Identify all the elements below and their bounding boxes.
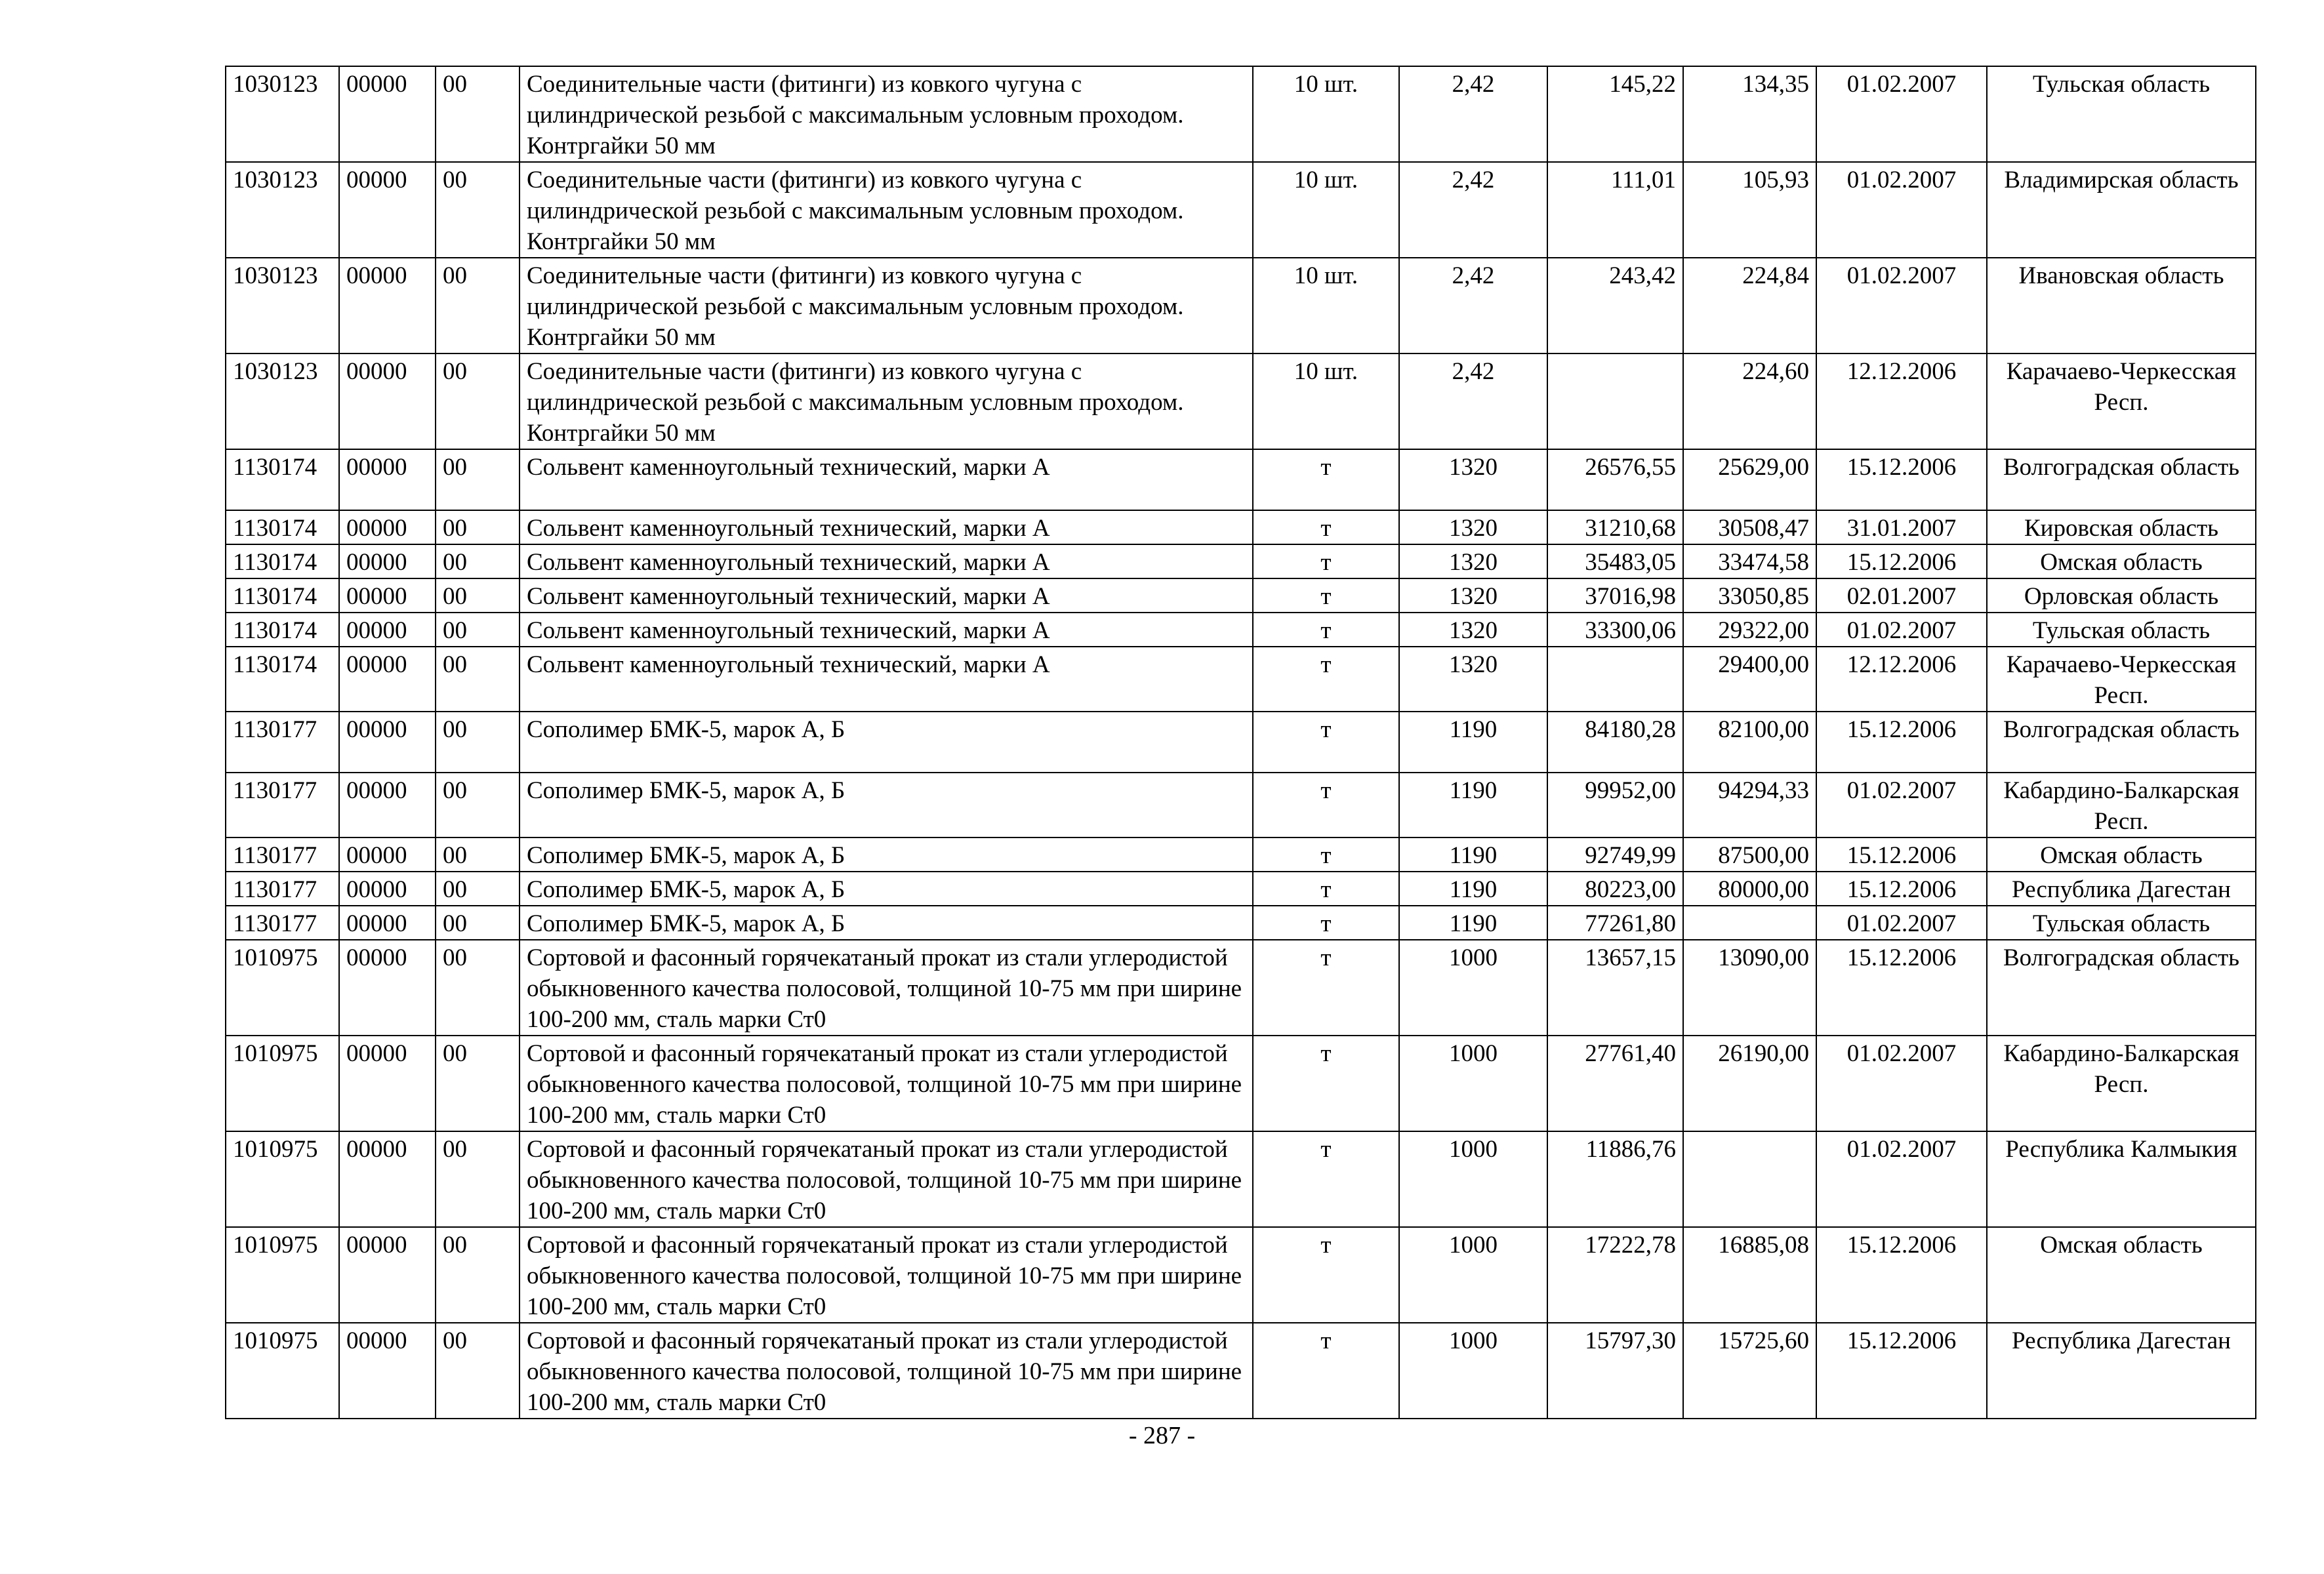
region-cell: Волгоградская область [1987, 712, 2256, 773]
region-cell: Орловская область [1987, 578, 2256, 613]
date-cell: 15.12.2006 [1816, 1323, 1987, 1419]
product-name-cell: Сортовой и фасонный горячекатаный прокат из стали углеродистой обыкновенного качества полосовой, толщиной 10-75 мм при ширине 100-200 мм, сталь марки Ст0 [520, 1227, 1253, 1323]
date-cell: 15.12.2006 [1816, 872, 1987, 906]
product-code-cell: 1010975 [226, 1227, 339, 1323]
suffix-cell: 00 [436, 712, 520, 773]
price-without-vat-cell: 30508,47 [1683, 510, 1816, 544]
unit-cell: 10 шт. [1253, 353, 1399, 449]
price-with-vat-cell: 37016,98 [1547, 578, 1683, 613]
region-cell: Кировская область [1987, 510, 2256, 544]
price-with-vat-cell [1547, 353, 1683, 449]
date-cell: 01.02.2007 [1816, 1036, 1987, 1131]
price-with-vat-cell: 99952,00 [1547, 773, 1683, 837]
price-without-vat-cell: 80000,00 [1683, 872, 1816, 906]
table-row [226, 510, 2256, 544]
suffix-cell: 00 [436, 647, 520, 712]
product-code-cell: 1130174 [226, 613, 339, 647]
table-row [226, 258, 2256, 353]
price-without-vat-cell: 26190,00 [1683, 1036, 1816, 1131]
unit-code-cell: 1000 [1399, 1323, 1547, 1419]
price-without-vat-cell: 105,93 [1683, 162, 1816, 258]
price-with-vat-cell: 33300,06 [1547, 613, 1683, 647]
product-code-cell: 1010975 [226, 1036, 339, 1131]
subcode-cell: 00000 [339, 544, 436, 578]
price-with-vat-cell: 31210,68 [1547, 510, 1683, 544]
suffix-cell: 00 [436, 353, 520, 449]
date-cell: 15.12.2006 [1816, 837, 1987, 872]
subcode-cell: 00000 [339, 1227, 436, 1323]
subcode-cell: 00000 [339, 353, 436, 449]
date-cell: 01.02.2007 [1816, 162, 1987, 258]
unit-code-cell: 1190 [1399, 773, 1547, 837]
price-without-vat-cell: 29400,00 [1683, 647, 1816, 712]
unit-cell: т [1253, 1323, 1399, 1419]
date-cell: 15.12.2006 [1816, 449, 1987, 510]
product-code-cell: 1030123 [226, 353, 339, 449]
price-with-vat-cell: 243,42 [1547, 258, 1683, 353]
date-cell: 01.02.2007 [1816, 773, 1987, 837]
unit-code-cell: 1320 [1399, 510, 1547, 544]
table-row [226, 712, 2256, 773]
product-name-cell: Сольвент каменноугольный технический, марки А [520, 510, 1253, 544]
unit-cell: т [1253, 544, 1399, 578]
date-cell: 15.12.2006 [1816, 1227, 1987, 1323]
region-cell: Омская область [1987, 544, 2256, 578]
price-with-vat-cell: 35483,05 [1547, 544, 1683, 578]
unit-cell: т [1253, 1227, 1399, 1323]
product-name-cell: Сортовой и фасонный горячекатаный прокат из стали углеродистой обыкновенного качества полосовой, толщиной 10-75 мм при ширине 100-200 мм, сталь марки Ст0 [520, 940, 1253, 1036]
table-row [226, 940, 2256, 1036]
unit-code-cell: 1190 [1399, 906, 1547, 940]
unit-code-cell: 1000 [1399, 1227, 1547, 1323]
suffix-cell: 00 [436, 1036, 520, 1131]
subcode-cell: 00000 [339, 510, 436, 544]
suffix-cell: 00 [436, 773, 520, 837]
date-cell: 01.02.2007 [1816, 258, 1987, 353]
subcode-cell: 00000 [339, 1131, 436, 1227]
price-without-vat-cell: 33050,85 [1683, 578, 1816, 613]
suffix-cell: 00 [436, 1227, 520, 1323]
suffix-cell: 00 [436, 449, 520, 510]
product-name-cell: Сольвент каменноугольный технический, марки А [520, 613, 1253, 647]
unit-cell: т [1253, 510, 1399, 544]
unit-code-cell: 2,42 [1399, 162, 1547, 258]
region-cell: Республика Калмыкия [1987, 1131, 2256, 1227]
table-row [226, 1131, 2256, 1227]
product-code-cell: 1130174 [226, 544, 339, 578]
price-with-vat-cell: 77261,80 [1547, 906, 1683, 940]
unit-code-cell: 1320 [1399, 544, 1547, 578]
unit-cell: т [1253, 773, 1399, 837]
suffix-cell: 00 [436, 906, 520, 940]
date-cell: 15.12.2006 [1816, 712, 1987, 773]
product-name-cell: Соединительные части (фитинги) из ковкого чугуна с цилиндрической резьбой с максимальным условным проходом. Контргайки 50 мм [520, 66, 1253, 162]
product-code-cell: 1010975 [226, 940, 339, 1036]
suffix-cell: 00 [436, 66, 520, 162]
subcode-cell: 00000 [339, 1323, 436, 1419]
price-without-vat-cell: 16885,08 [1683, 1227, 1816, 1323]
product-name-cell: Сополимер БМК-5, марок А, Б [520, 872, 1253, 906]
product-name-cell: Сортовой и фасонный горячекатаный прокат из стали углеродистой обыкновенного качества полосовой, толщиной 10-75 мм при ширине 100-200 мм, сталь марки Ст0 [520, 1131, 1253, 1227]
suffix-cell: 00 [436, 258, 520, 353]
price-without-vat-cell: 94294,33 [1683, 773, 1816, 837]
date-cell: 01.02.2007 [1816, 66, 1987, 162]
table-row [226, 66, 2256, 162]
suffix-cell: 00 [436, 872, 520, 906]
page-number: - 287 - [1128, 1422, 1196, 1449]
suffix-cell: 00 [436, 940, 520, 1036]
product-code-cell: 1130174 [226, 647, 339, 712]
unit-cell: 10 шт. [1253, 66, 1399, 162]
unit-code-cell: 1190 [1399, 712, 1547, 773]
subcode-cell: 00000 [339, 712, 436, 773]
price-with-vat-cell [1547, 647, 1683, 712]
product-code-cell: 1030123 [226, 162, 339, 258]
suffix-cell: 00 [436, 1323, 520, 1419]
date-cell: 15.12.2006 [1816, 940, 1987, 1036]
table-body [226, 66, 2256, 1419]
unit-cell: т [1253, 449, 1399, 510]
product-code-cell: 1130177 [226, 712, 339, 773]
subcode-cell: 00000 [339, 66, 436, 162]
price-without-vat-cell [1683, 906, 1816, 940]
unit-cell: т [1253, 906, 1399, 940]
product-name-cell: Сольвент каменноугольный технический, марки А [520, 647, 1253, 712]
region-cell: Кабардино-Балкарская Респ. [1987, 773, 2256, 837]
product-code-cell: 1030123 [226, 258, 339, 353]
product-name-cell: Сольвент каменноугольный технический, марки А [520, 544, 1253, 578]
product-name-cell: Соединительные части (фитинги) из ковкого чугуна с цилиндрической резьбой с максимальным условным проходом. Контргайки 50 мм [520, 258, 1253, 353]
product-name-cell: Сортовой и фасонный горячекатаный прокат из стали углеродистой обыкновенного качества полосовой, толщиной 10-75 мм при ширине 100-200 мм, сталь марки Ст0 [520, 1323, 1253, 1419]
table-row [226, 162, 2256, 258]
table-row [226, 578, 2256, 613]
suffix-cell: 00 [436, 544, 520, 578]
suffix-cell: 00 [436, 510, 520, 544]
subcode-cell: 00000 [339, 1036, 436, 1131]
subcode-cell: 00000 [339, 940, 436, 1036]
product-code-cell: 1130174 [226, 510, 339, 544]
subcode-cell: 00000 [339, 647, 436, 712]
region-cell: Тульская область [1987, 906, 2256, 940]
product-name-cell: Сополимер БМК-5, марок А, Б [520, 773, 1253, 837]
price-with-vat-cell: 26576,55 [1547, 449, 1683, 510]
unit-code-cell: 2,42 [1399, 66, 1547, 162]
product-name-cell: Соединительные части (фитинги) из ковкого чугуна с цилиндрической резьбой с максимальным условным проходом. Контргайки 50 мм [520, 353, 1253, 449]
price-with-vat-cell: 92749,99 [1547, 837, 1683, 872]
region-cell: Кабардино-Балкарская Респ. [1987, 1036, 2256, 1131]
unit-code-cell: 1320 [1399, 613, 1547, 647]
subcode-cell: 00000 [339, 578, 436, 613]
price-without-vat-cell: 13090,00 [1683, 940, 1816, 1036]
unit-code-cell: 1320 [1399, 647, 1547, 712]
table-row [226, 906, 2256, 940]
table-row [226, 1036, 2256, 1131]
price-without-vat-cell [1683, 1131, 1816, 1227]
subcode-cell: 00000 [339, 162, 436, 258]
product-name-cell: Сополимер БМК-5, марок А, Б [520, 906, 1253, 940]
region-cell: Волгоградская область [1987, 940, 2256, 1036]
table-row [226, 1227, 2256, 1323]
unit-cell: т [1253, 712, 1399, 773]
table-row [226, 837, 2256, 872]
price-without-vat-cell: 29322,00 [1683, 613, 1816, 647]
price-with-vat-cell: 15797,30 [1547, 1323, 1683, 1419]
price-table [225, 66, 2256, 1419]
suffix-cell: 00 [436, 162, 520, 258]
suffix-cell: 00 [436, 578, 520, 613]
date-cell: 02.01.2007 [1816, 578, 1987, 613]
subcode-cell: 00000 [339, 613, 436, 647]
table-row [226, 353, 2256, 449]
product-name-cell: Сополимер БМК-5, марок А, Б [520, 837, 1253, 872]
product-code-cell: 1130177 [226, 773, 339, 837]
price-with-vat-cell: 80223,00 [1547, 872, 1683, 906]
product-name-cell: Сольвент каменноугольный технический, марки А [520, 449, 1253, 510]
unit-cell: 10 шт. [1253, 162, 1399, 258]
subcode-cell: 00000 [339, 906, 436, 940]
table-row [226, 773, 2256, 837]
unit-cell: т [1253, 1036, 1399, 1131]
unit-code-cell: 1190 [1399, 872, 1547, 906]
product-code-cell: 1130177 [226, 837, 339, 872]
suffix-cell: 00 [436, 613, 520, 647]
subcode-cell: 00000 [339, 837, 436, 872]
unit-cell: т [1253, 940, 1399, 1036]
price-with-vat-cell: 84180,28 [1547, 712, 1683, 773]
price-without-vat-cell: 224,84 [1683, 258, 1816, 353]
price-without-vat-cell: 82100,00 [1683, 712, 1816, 773]
date-cell: 12.12.2006 [1816, 647, 1987, 712]
price-without-vat-cell: 15725,60 [1683, 1323, 1816, 1419]
date-cell: 01.02.2007 [1816, 906, 1987, 940]
unit-cell: т [1253, 613, 1399, 647]
date-cell: 01.02.2007 [1816, 613, 1987, 647]
date-cell: 12.12.2006 [1816, 353, 1987, 449]
region-cell: Карачаево-Черкесская Респ. [1987, 353, 2256, 449]
subcode-cell: 00000 [339, 773, 436, 837]
price-with-vat-cell: 11886,76 [1547, 1131, 1683, 1227]
region-cell: Владимирская область [1987, 162, 2256, 258]
product-code-cell: 1030123 [226, 66, 339, 162]
unit-cell: т [1253, 837, 1399, 872]
product-code-cell: 1130177 [226, 906, 339, 940]
price-without-vat-cell: 33474,58 [1683, 544, 1816, 578]
unit-cell: 10 шт. [1253, 258, 1399, 353]
price-without-vat-cell: 134,35 [1683, 66, 1816, 162]
price-with-vat-cell: 13657,15 [1547, 940, 1683, 1036]
subcode-cell: 00000 [339, 449, 436, 510]
price-with-vat-cell: 145,22 [1547, 66, 1683, 162]
table-row [226, 872, 2256, 906]
product-name-cell: Сополимер БМК-5, марок А, Б [520, 712, 1253, 773]
price-with-vat-cell: 17222,78 [1547, 1227, 1683, 1323]
table-row [226, 613, 2256, 647]
table-row [226, 647, 2256, 712]
product-code-cell: 1130177 [226, 872, 339, 906]
product-code-cell: 1130174 [226, 449, 339, 510]
price-without-vat-cell: 25629,00 [1683, 449, 1816, 510]
region-cell: Карачаево-Черкесская Респ. [1987, 647, 2256, 712]
date-cell: 15.12.2006 [1816, 544, 1987, 578]
suffix-cell: 00 [436, 837, 520, 872]
region-cell: Омская область [1987, 1227, 2256, 1323]
product-code-cell: 1130174 [226, 578, 339, 613]
unit-code-cell: 1000 [1399, 940, 1547, 1036]
unit-cell: т [1253, 647, 1399, 712]
suffix-cell: 00 [436, 1131, 520, 1227]
price-with-vat-cell: 111,01 [1547, 162, 1683, 258]
date-cell: 01.02.2007 [1816, 1131, 1987, 1227]
unit-code-cell: 1190 [1399, 837, 1547, 872]
region-cell: Тульская область [1987, 66, 2256, 162]
table-row [226, 1323, 2256, 1419]
region-cell: Тульская область [1987, 613, 2256, 647]
unit-code-cell: 1320 [1399, 578, 1547, 613]
unit-code-cell: 2,42 [1399, 353, 1547, 449]
unit-cell: т [1253, 1131, 1399, 1227]
subcode-cell: 00000 [339, 258, 436, 353]
date-cell: 31.01.2007 [1816, 510, 1987, 544]
subcode-cell: 00000 [339, 872, 436, 906]
product-code-cell: 1010975 [226, 1131, 339, 1227]
price-with-vat-cell: 27761,40 [1547, 1036, 1683, 1131]
region-cell: Омская область [1987, 837, 2256, 872]
unit-code-cell: 1000 [1399, 1036, 1547, 1131]
product-code-cell: 1010975 [226, 1323, 339, 1419]
region-cell: Ивановская область [1987, 258, 2256, 353]
region-cell: Республика Дагестан [1987, 872, 2256, 906]
region-cell: Республика Дагестан [1987, 1323, 2256, 1419]
unit-code-cell: 1320 [1399, 449, 1547, 510]
price-without-vat-cell: 224,60 [1683, 353, 1816, 449]
product-name-cell: Сольвент каменноугольный технический, марки А [520, 578, 1253, 613]
product-name-cell: Соединительные части (фитинги) из ковкого чугуна с цилиндрической резьбой с максимальным условным проходом. Контргайки 50 мм [520, 162, 1253, 258]
table-row [226, 449, 2256, 510]
product-name-cell: Сортовой и фасонный горячекатаный прокат из стали углеродистой обыкновенного качества полосовой, толщиной 10-75 мм при ширине 100-200 мм, сталь марки Ст0 [520, 1036, 1253, 1131]
unit-code-cell: 1000 [1399, 1131, 1547, 1227]
unit-cell: т [1253, 578, 1399, 613]
unit-code-cell: 2,42 [1399, 258, 1547, 353]
region-cell: Волгоградская область [1987, 449, 2256, 510]
table-row [226, 544, 2256, 578]
unit-cell: т [1253, 872, 1399, 906]
price-without-vat-cell: 87500,00 [1683, 837, 1816, 872]
